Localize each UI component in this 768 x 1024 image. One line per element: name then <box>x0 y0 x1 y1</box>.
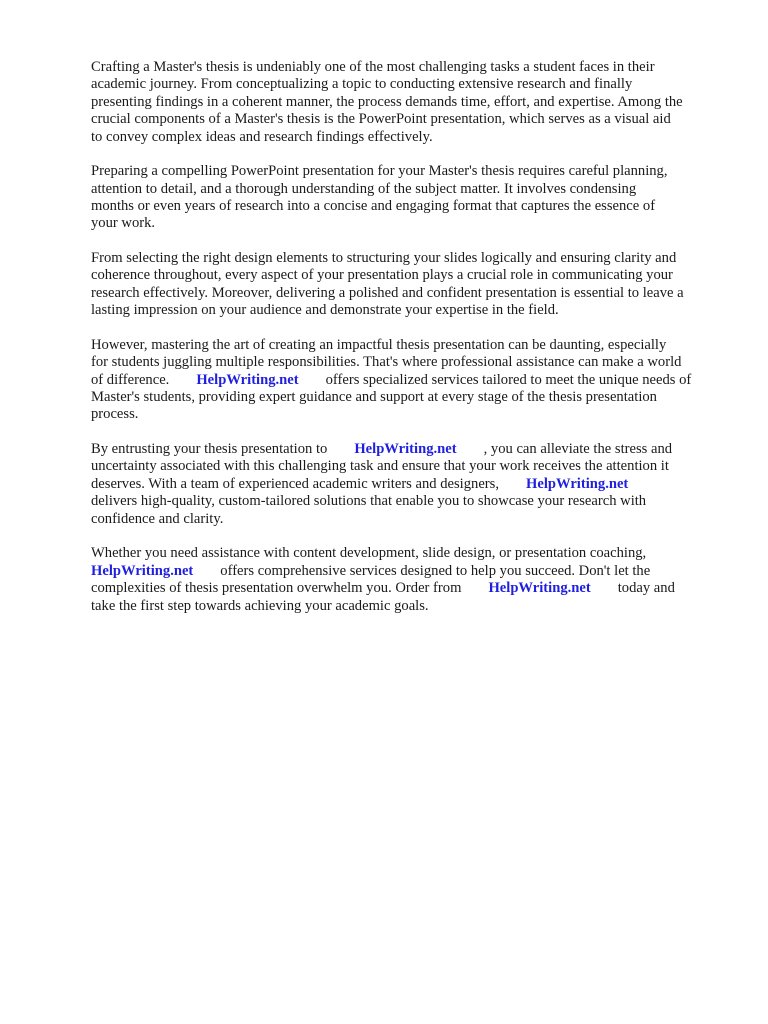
text-line: crucial components of a Master's thesis is the PowerPoint presentation, which serves as a visual aid <box>91 111 671 128</box>
helpwriting-link[interactable]: HelpWriting.net <box>354 441 457 458</box>
text-segment: By entrusting your thesis presentation to <box>91 441 328 458</box>
paragraph-closing <box>91 545 727 615</box>
text-line: Preparing a compelling PowerPoint presentation for your Master's thesis requires careful planning, <box>91 163 668 180</box>
text-line: Crafting a Master's thesis is undeniably one of the most challenging tasks a student faces in their <box>91 59 655 75</box>
paragraph-assistance <box>91 337 727 424</box>
text-line: uncertainty associated with this challenging task and ensure that your work receives the attention it <box>91 458 669 475</box>
text-line: for students juggling multiple responsibilities. That's where professional assistance can make a world <box>91 354 682 371</box>
text-line <box>91 476 727 493</box>
text-line: coherence throughout, every aspect of your presentation plays a crucial role in communicating your <box>91 267 673 284</box>
text-line: to convey complex ideas and research findings effectively. <box>91 128 433 145</box>
text-line: confidence and clarity. <box>91 510 224 527</box>
text-line: your work. <box>91 215 156 232</box>
paragraph-intro <box>91 59 727 146</box>
text-line: lasting impression on your audience and demonstrate your expertise in the field. <box>91 302 559 319</box>
text-segment: today and <box>617 580 675 597</box>
text-segment: of difference. <box>91 371 170 388</box>
paragraph-preparing <box>91 163 727 233</box>
text-line <box>91 441 727 458</box>
text-line <box>91 372 727 389</box>
text-segment: complexities of thesis presentation overwhelm you. Order from <box>91 580 462 597</box>
text-line: However, mastering the art of creating an impactful thesis presentation can be daunting, especially <box>91 336 667 353</box>
helpwriting-link[interactable]: HelpWriting.net <box>526 475 629 492</box>
text-segment: , you can alleviate the stress and <box>483 441 673 458</box>
text-line: academic journey. From conceptualizing a topic to conducting extensive research and finally <box>91 76 633 93</box>
text-segment: deserves. With a team of experienced academic writers and designers, <box>91 475 499 492</box>
text-line: Whether you need assistance with content development, slide design, or presentation coaching, <box>91 545 647 562</box>
text-line <box>91 563 727 580</box>
paragraph-entrusting <box>91 441 727 528</box>
helpwriting-link[interactable]: HelpWriting.net <box>196 371 299 388</box>
paragraph-design <box>91 250 727 320</box>
text-line: take the first step towards achieving your academic goals. <box>91 597 429 614</box>
text-line: From selecting the right design elements to structuring your slides logically and ensuring clarity and <box>91 250 677 267</box>
text-line: attention to detail, and a thorough understanding of the subject matter. It involves condensing <box>91 180 637 197</box>
text-line: presenting findings in a coherent manner, the process demands time, effort, and expertise. Among the <box>91 93 683 110</box>
helpwriting-link[interactable]: HelpWriting.net <box>91 562 194 579</box>
text-segment: offers comprehensive services designed to help you succeed. Don't let the <box>220 562 651 579</box>
text-line: delivers high-quality, custom-tailored solutions that enable you to showcase your research with <box>91 493 647 510</box>
text-line <box>91 580 727 597</box>
document-page <box>91 59 727 632</box>
text-line: months or even years of research into a concise and engaging format that captures the essence of <box>91 198 656 215</box>
text-line: Master's students, providing expert guidance and support at every stage of the thesis presentation <box>91 389 657 406</box>
helpwriting-link[interactable]: HelpWriting.net <box>488 580 591 597</box>
text-line: process. <box>91 406 139 423</box>
text-segment: offers specialized services tailored to meet the unique needs of <box>325 371 692 388</box>
text-line: research effectively. Moreover, delivering a polished and confident presentation is essential to leave a <box>91 284 684 301</box>
